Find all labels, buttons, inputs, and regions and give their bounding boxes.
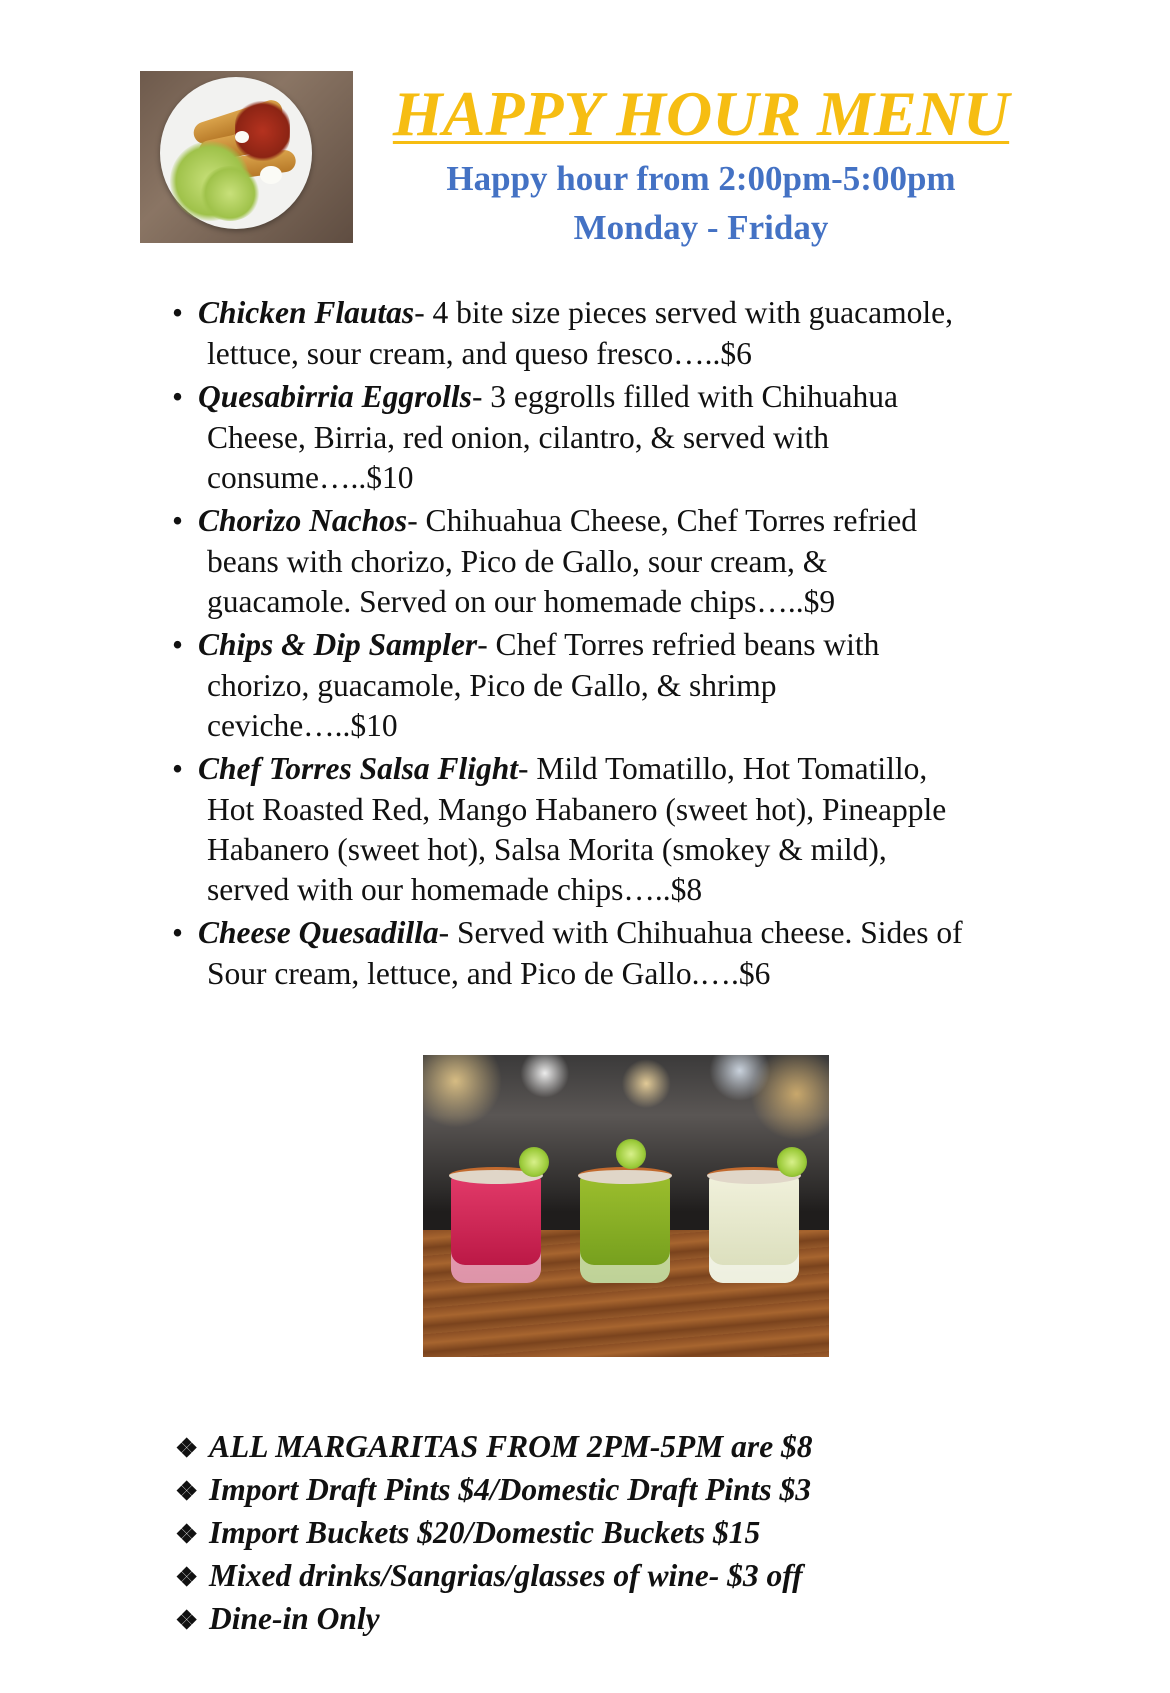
- diamond-bullet-icon: ❖: [175, 1563, 199, 1592]
- menu-item-name: Quesabirria Eggrolls: [198, 379, 472, 414]
- menu-item-first-line: [198, 748, 1072, 790]
- sour-cream: [260, 166, 282, 184]
- diamond-bullet-icon: ❖: [175, 1434, 199, 1463]
- menu-item-first-line: [198, 624, 1072, 666]
- menu-item: [172, 292, 1072, 374]
- menu-item-description-line: ceviche…..$10: [207, 708, 398, 743]
- menu-item-description-line: chorizo, guacamole, Pico de Gallo, & shrimp: [207, 668, 777, 703]
- menu-item-name: Chips & Dip Sampler: [198, 627, 478, 662]
- special-item: [175, 1512, 1075, 1555]
- menu-item-description: - Served with Chihuahua cheese. Sides of: [438, 915, 963, 950]
- menu-item-first-line: [198, 500, 1072, 542]
- diamond-bullet-icon: ❖: [175, 1477, 199, 1506]
- menu-item-description-line: guacamole. Served on our homemade chips…..$9: [207, 584, 836, 619]
- bullet-icon: •: [172, 915, 184, 950]
- menu-item: [172, 624, 1072, 746]
- menu-item-name: Chicken Flautas: [198, 295, 415, 330]
- menu-item: [172, 748, 1072, 910]
- happy-hour-days: Monday - Friday: [573, 208, 829, 247]
- margarita-glass: [451, 1173, 541, 1283]
- special-text: Import Buckets $20/Domestic Buckets $15: [209, 1515, 761, 1550]
- diamond-bullet-icon: ❖: [175, 1520, 199, 1549]
- flautas-photo: [140, 71, 353, 243]
- special-text: Dine-in Only: [209, 1601, 380, 1636]
- bullet-icon: •: [172, 751, 184, 786]
- menu-item-description-line: Hot Roasted Red, Mango Habanero (sweet hot), Pineapple: [207, 792, 947, 827]
- specials-list: [175, 1426, 1075, 1641]
- bullet-icon: •: [172, 503, 184, 538]
- menu-item-first-line: [198, 292, 1072, 334]
- menu-item-name: Chorizo Nachos: [198, 503, 408, 538]
- sour-cream: [235, 131, 249, 143]
- menu-item-first-line: [198, 376, 1072, 418]
- menu-item: [172, 912, 1072, 994]
- menu-list: [172, 292, 1072, 996]
- margarita-glass: [709, 1173, 799, 1283]
- menu-item-description-line: beans with chorizo, Pico de Gallo, sour cream, &: [207, 544, 828, 579]
- menu-item: [172, 500, 1072, 622]
- bullet-icon: •: [172, 627, 184, 662]
- menu-item-description: - Mild Tomatillo, Hot Tomatillo,: [518, 751, 928, 786]
- menu-item-description: - Chihuahua Cheese, Chef Torres refried: [407, 503, 917, 538]
- menu-item: [172, 376, 1072, 498]
- diamond-bullet-icon: ❖: [175, 1606, 199, 1635]
- cucumber-slice: [616, 1139, 646, 1169]
- margarita-glass: [580, 1173, 670, 1283]
- menu-item-description: - Chef Torres refried beans with: [477, 627, 880, 662]
- menu-item-description-line: consume…..$10: [207, 460, 414, 495]
- menu-item-name: Chef Torres Salsa Flight: [198, 751, 519, 786]
- special-text: Import Draft Pints $4/Domestic Draft Pints $3: [209, 1472, 812, 1507]
- special-item: [175, 1555, 1075, 1598]
- menu-item-description: - 4 bite size pieces served with guacamole,: [414, 295, 953, 330]
- margaritas-photo: [423, 1055, 829, 1357]
- page-title: HAPPY HOUR MENU: [392, 78, 1010, 149]
- salted-rim: [578, 1167, 672, 1184]
- lime-wedge: [519, 1147, 549, 1177]
- special-item: [175, 1469, 1075, 1512]
- happy-hour-times: Happy hour from 2:00pm-5:00pm: [446, 159, 956, 198]
- bullet-icon: •: [172, 295, 184, 330]
- special-text: ALL MARGARITAS FROM 2PM-5PM are $8: [209, 1429, 813, 1464]
- menu-item-first-line: [198, 912, 1072, 954]
- menu-item-description-line: Cheese, Birria, red onion, cilantro, & served with: [207, 420, 829, 455]
- lime-wedge: [777, 1147, 807, 1177]
- menu-item-description-line: Sour cream, lettuce, and Pico de Gallo.….$6: [207, 956, 771, 991]
- menu-item-description-line: lettuce, sour cream, and queso fresco…..$6: [207, 336, 752, 371]
- special-text: Mixed drinks/Sangrias/glasses of wine- $3 off: [209, 1558, 803, 1593]
- special-item: [175, 1426, 1075, 1469]
- lettuce: [200, 166, 260, 221]
- bullet-icon: •: [172, 379, 184, 414]
- menu-item-description-line: Habanero (sweet hot), Salsa Morita (smokey & mild),: [207, 832, 887, 867]
- special-item: [175, 1598, 1075, 1641]
- menu-item-description-line: served with our homemade chips…..$8: [207, 872, 703, 907]
- menu-item-description: - 3 eggrolls filled with Chihuahua: [471, 379, 898, 414]
- menu-item-name: Cheese Quesadilla: [198, 915, 439, 950]
